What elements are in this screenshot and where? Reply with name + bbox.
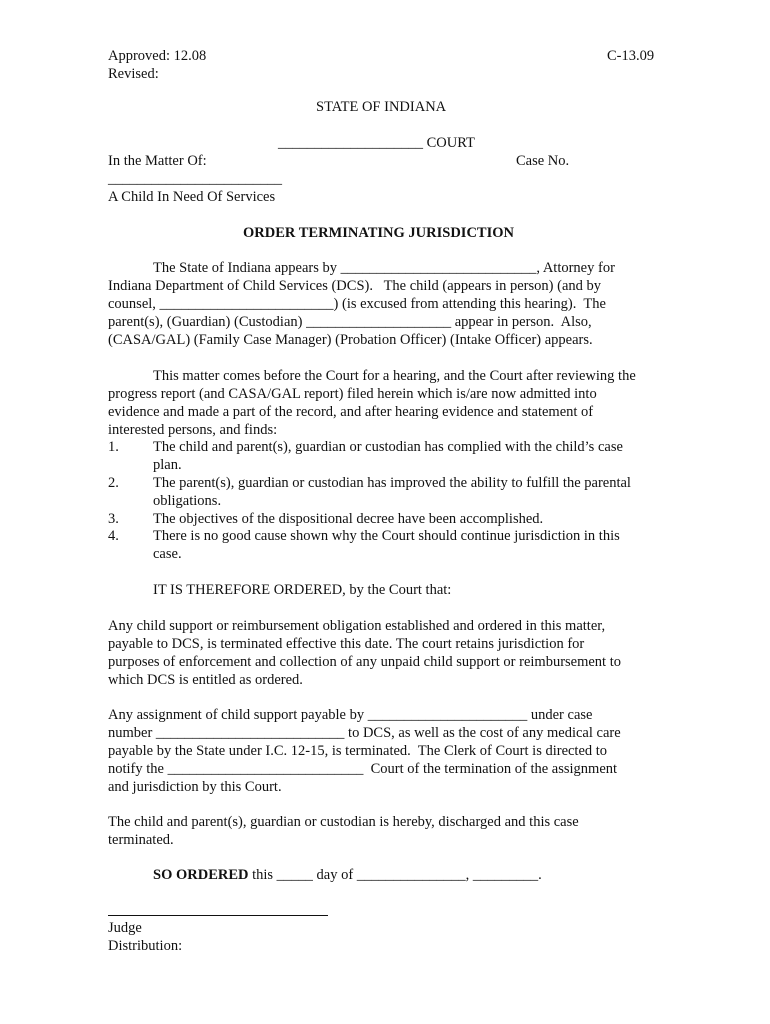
finding-text: The child and parent(s), guardian or custodian has complied with the child’s case (153, 439, 623, 455)
state-heading: STATE OF INDIANA (316, 99, 447, 115)
so-ordered-line (153, 866, 542, 884)
para3-line: Any child support or reimbursement obligation established and ordered in this matter, (108, 618, 606, 634)
para4-line: Any assignment of child support payable by ______________________ under case (108, 707, 593, 723)
finding-text: plan. (153, 457, 182, 473)
ordered-heading: IT IS THEREFORE ORDERED, by the Court that: (153, 582, 452, 598)
para4-line: payable by the State under I.C. 12-15, is terminated. The Clerk of Court is directed to (108, 743, 608, 759)
para5-line: terminated. (108, 832, 174, 848)
judge-signature-line (108, 915, 328, 916)
para4-line: number __________________________ to DCS, as well as the cost of any medical care (108, 725, 621, 741)
case-number-label: Case No. (516, 153, 570, 169)
finding-text: obligations. (153, 493, 222, 509)
para1-line: counsel, ________________________) (is excused from attending this hearing). The (108, 296, 606, 312)
so-ordered-date-blanks: this _____ day of _______________, _________. (248, 867, 542, 883)
finding-number: 3. (108, 511, 119, 527)
finding-text: The parent(s), guardian or custodian has improved the ability to fulfill the parental (153, 475, 631, 491)
finding-text: The objectives of the dispositional decree have been accomplished. (153, 511, 544, 527)
finding-number: 2. (108, 475, 119, 491)
para1-line: Indiana Department of Child Services (DCS). The child (appears in person) (and by (108, 278, 601, 294)
so-ordered-label: SO ORDERED (153, 867, 249, 883)
para2-line: This matter comes before the Court for a hearing, and the Court after reviewing the (153, 368, 636, 384)
para1-line: The State of Indiana appears by ___________________________, Attorney for (153, 260, 615, 276)
para3-line: purposes of enforcement and collection of any unpaid child support or reimbursement to (108, 654, 621, 670)
distribution-label: Distribution: (108, 938, 183, 954)
court-line: ____________________ COURT (278, 135, 475, 151)
finding-text: case. (153, 546, 182, 562)
finding-number: 4. (108, 528, 119, 544)
para1-line: (CASA/GAL) (Family Case Manager) (Probation Officer) (Intake Officer) appears. (108, 332, 593, 348)
judge-label: Judge (108, 920, 142, 936)
para2-line: evidence and made a part of the record, and after hearing evidence and statement of (108, 404, 594, 420)
form-number: C-13.09 (607, 48, 655, 64)
matter-label: In the Matter Of: (108, 153, 207, 169)
para2-line: progress report (and CASA/GAL report) filed herein which is/are now admitted into (108, 386, 597, 402)
child-name-line: ________________________ (108, 171, 282, 187)
document-title: ORDER TERMINATING JURISDICTION (243, 225, 514, 241)
para3-line: which DCS is entitled as ordered. (108, 672, 303, 688)
finding-text: There is no good cause shown why the Court should continue jurisdiction in this (153, 528, 620, 544)
para4-line: and jurisdiction by this Court. (108, 779, 282, 795)
child-label: A Child In Need Of Services (108, 189, 276, 205)
approved-date: Approved: 12.08 (108, 48, 207, 64)
para2-line: interested persons, and finds: (108, 422, 278, 438)
finding-number: 1. (108, 439, 119, 455)
para3-line: payable to DCS, is terminated effective this date. The court retains jurisdiction for (108, 636, 585, 652)
para5-line: The child and parent(s), guardian or custodian is hereby, discharged and this case (108, 814, 579, 830)
para4-line: notify the ___________________________ Court of the termination of the assignment (108, 761, 618, 777)
para1-line: parent(s), (Guardian) (Custodian) ____________________ appear in person. Also, (108, 314, 592, 330)
revised-date: Revised: (108, 66, 159, 82)
